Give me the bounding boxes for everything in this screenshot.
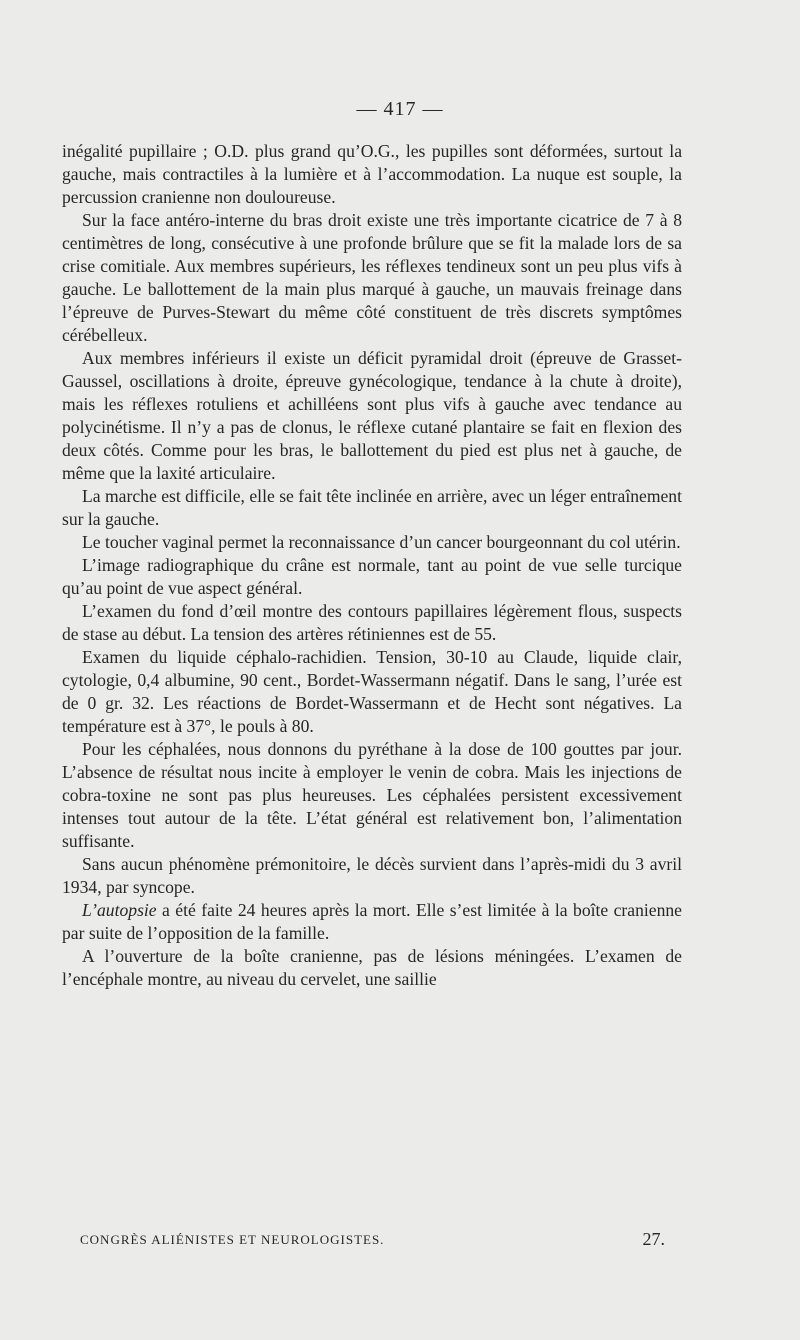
signature-mark: 27. (642, 1229, 665, 1249)
paragraph-11-text: a été faite 24 heures après la mort. Elle s’est limitée à la boîte cranienne par suite de l’opposition de la famille. (62, 900, 682, 943)
running-title: CONGRÈS ALIÉNISTES ET NEUROLOGISTES. (80, 1232, 385, 1247)
paragraph-9: Pour les céphalées, nous donnons du pyréthane à la dose de 100 gouttes par jour. L’absence de résultat nous incite à employer le venin de cobra. Mais les injections de cobra-toxine ne sont pas plus heureuses. Les céphalées persistent excessivement intenses tout autour de la tête. L’état général est relativement bon, l’alimentation suffisante. (62, 739, 682, 851)
paragraph-4: La marche est difficile, elle se fait tête inclinée en arrière, avec un léger entraînement sur la gauche. (62, 486, 682, 529)
page-footer (80, 1229, 665, 1249)
paragraph-1: inégalité pupillaire ; O.D. plus grand qu’O.G., les pupilles sont déformées, surtout la gauche, mais contractiles à la lumière et à l’accommodation. La nuque est souple, la percussion cranienne non douloureuse. (62, 141, 682, 207)
autopsy-term: L’autopsie (82, 900, 157, 920)
paragraph-8: Examen du liquide céphalo-rachidien. Tension, 30-10 au Claude, liquide clair, cytologie, 0,4 albumine, 90 cent., Bordet-Wassermann négatif. Dans le sang, l’urée est de 0 gr. 32. Les réactions de Bordet-Wassermann et de Hecht sont négatives. La température est à 37°, le pouls à 80. (62, 647, 682, 736)
body-text (62, 140, 682, 991)
paragraph-11 (62, 899, 682, 945)
paragraph-7: L’examen du fond d’œil montre des contours papillaires légèrement flous, suspects de stase au début. La tension des artères rétiniennes est de 55. (62, 601, 682, 644)
paragraph-3: Aux membres inférieurs il existe un déficit pyramidal droit (épreuve de Grasset-Gaussel, oscillations à droite, épreuve gynécologique, tendance à la chute à droite), mais les réflexes rotuliens et achilléens sont plus vifs à gauche avec tendance au polycinétisme. Il n’y a pas de clonus, le réflexe cutané plantaire se fait en flexion des deux côtés. Comme pour les bras, le ballottement du pied est plus net à gauche, de même que la laxité articulaire. (62, 348, 682, 483)
paragraph-5: Le toucher vaginal permet la reconnaissance d’un cancer bourgeonnant du col utérin. (82, 532, 681, 552)
paragraph-12: A l’ouverture de la boîte cranienne, pas de lésions méningées. L’examen de l’encéphale montre, au niveau du cervelet, une saillie (62, 946, 682, 989)
paragraph-10: Sans aucun phénomène prémonitoire, le décès survient dans l’après-midi du 3 avril 1934, par syncope. (62, 854, 682, 897)
paragraph-2: Sur la face antéro-interne du bras droit existe une très importante cicatrice de 7 à 8 centimètres de long, consécutive à une profonde brûlure que se fit la malade lors de sa crise comitiale. Aux membres supérieurs, les réflexes tendineux sont un peu plus vifs à gauche. Le ballottement de la main plus marqué à gauche, un mauvais freinage dans l’épreuve de Purves-Stewart du même côté constituent de très discrets symptômes cérébelleux. (62, 210, 682, 345)
paragraph-6: L’image radiographique du crâne est normale, tant au point de vue selle turcique qu’au point de vue aspect général. (62, 555, 682, 598)
page-number: — 417 — (356, 98, 444, 120)
